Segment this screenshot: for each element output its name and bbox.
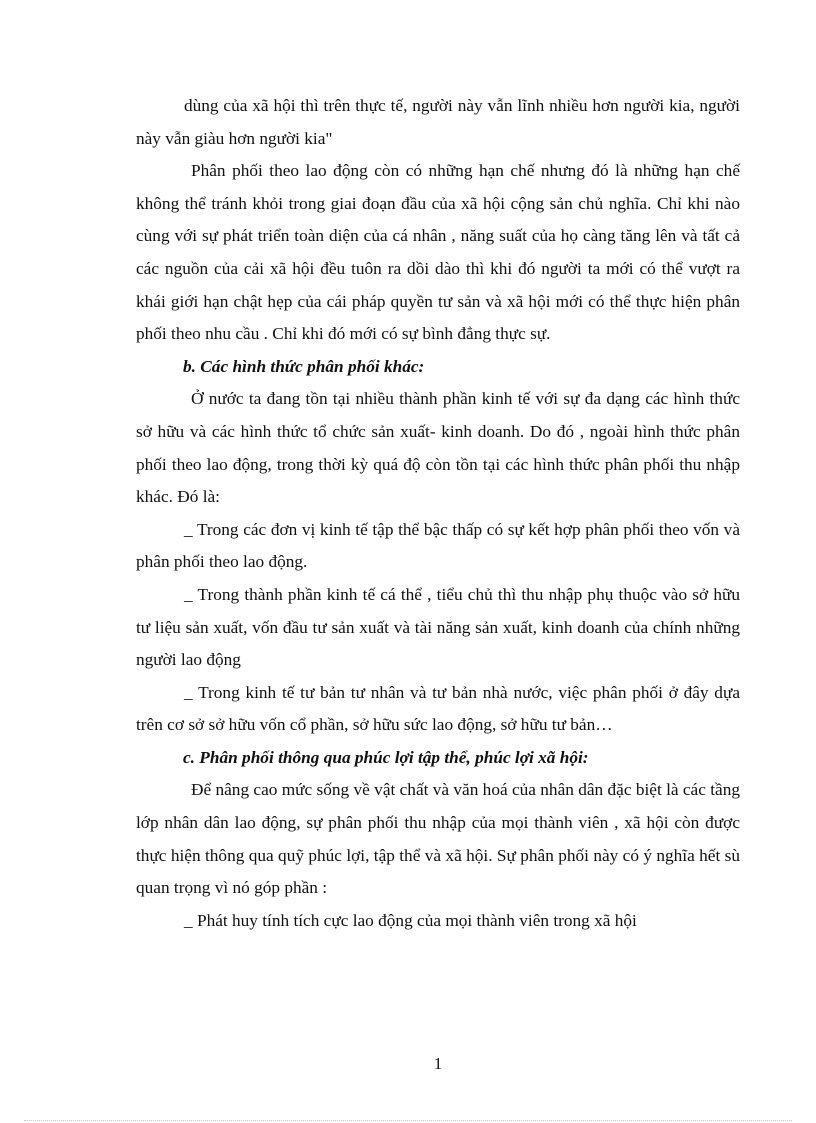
list-item-promote-activity: _ Phát huy tính tích cực lao động của mọi thành viên trong xã hội — [184, 910, 637, 930]
paragraph-continuation: dùng của xã hội thì trên thực tế, người này vẫn lĩnh nhiều hơn người kia, người này vẫn giàu hơn người kia" — [136, 96, 740, 148]
paragraph-welfare-intro: Để nâng cao mức sống về vật chất và văn hoá của nhân dân đặc biệt là các tầng lớp nhân dân lao động, sự phân phối thu nhập của mọi thành viên , xã hội còn được thực hiện thông qua quỹ phúc lợi, tập thể và xã hội. Sự phân phối này có ý nghĩa hết sù quan trọng vì nó góp phần : — [136, 780, 740, 898]
section-heading-c: c. Phân phối thông qua phúc lợi tập thể, phúc lợi xã hội: — [183, 747, 589, 767]
page-number: 1 — [433, 1054, 443, 1073]
footer-divider — [24, 1120, 792, 1121]
section-heading-b: b. Các hình thức phân phối khác: — [183, 356, 425, 376]
list-item-private-capital: _ Trong kinh tế tư bản tư nhân và tư bản nhà nước, việc phân phối ở đây dựa trên cơ sở sở hữu vốn cổ phần, sở hữu sức lao động, sở hữu tư bản… — [136, 682, 740, 735]
list-item-individual-sector: _ Trong thành phần kinh tế cá thể , tiểu chủ thì thu nhập phụ thuộc vào sở hữu tư liệu sản xuất, vốn đầu tư sản xuất và tài năng sản xuất, kinh doanh của chính những người lao động — [136, 584, 740, 670]
page-body — [136, 90, 740, 937]
paragraph-labor-distribution-limits: Phân phối theo lao động còn có những hạn chế nhưng đó là những hạn chế không thể tránh khỏi trong giai đoạn đầu của xã hội cộng sản chủ nghĩa. Chỉ khi nào cùng với sự phát triển toàn diện của cá nhân , năng suất của họ càng tăng lên và tất cả các nguồn của cải xã hội đều tuôn ra dồi dào thì khi đó người ta mới có thể vượt ra khái giới hạn chật hẹp của cái pháp quyền tư sản và xã hội mới có thể thực hiện phân phối theo nhu cầu . Chỉ khi đó mới có sự bình đẳng thực sự. — [136, 161, 740, 344]
list-item-collective-units: _ Trong các đơn vị kinh tế tập thể bậc thấp có sự kết hợp phân phối theo vốn và phân phối theo lao động. — [136, 519, 740, 572]
paragraph-other-forms-intro: Ở nước ta đang tồn tại nhiều thành phần kinh tế với sự đa dạng các hình thức sở hữu và các hình thức tổ chức sản xuất- kinh doanh. Do đó , ngoài hình thức phân phối theo lao động, trong thời kỳ quá độ còn tồn tại các hình thức phân phối thu nhập khác. Đó là: — [136, 389, 740, 507]
